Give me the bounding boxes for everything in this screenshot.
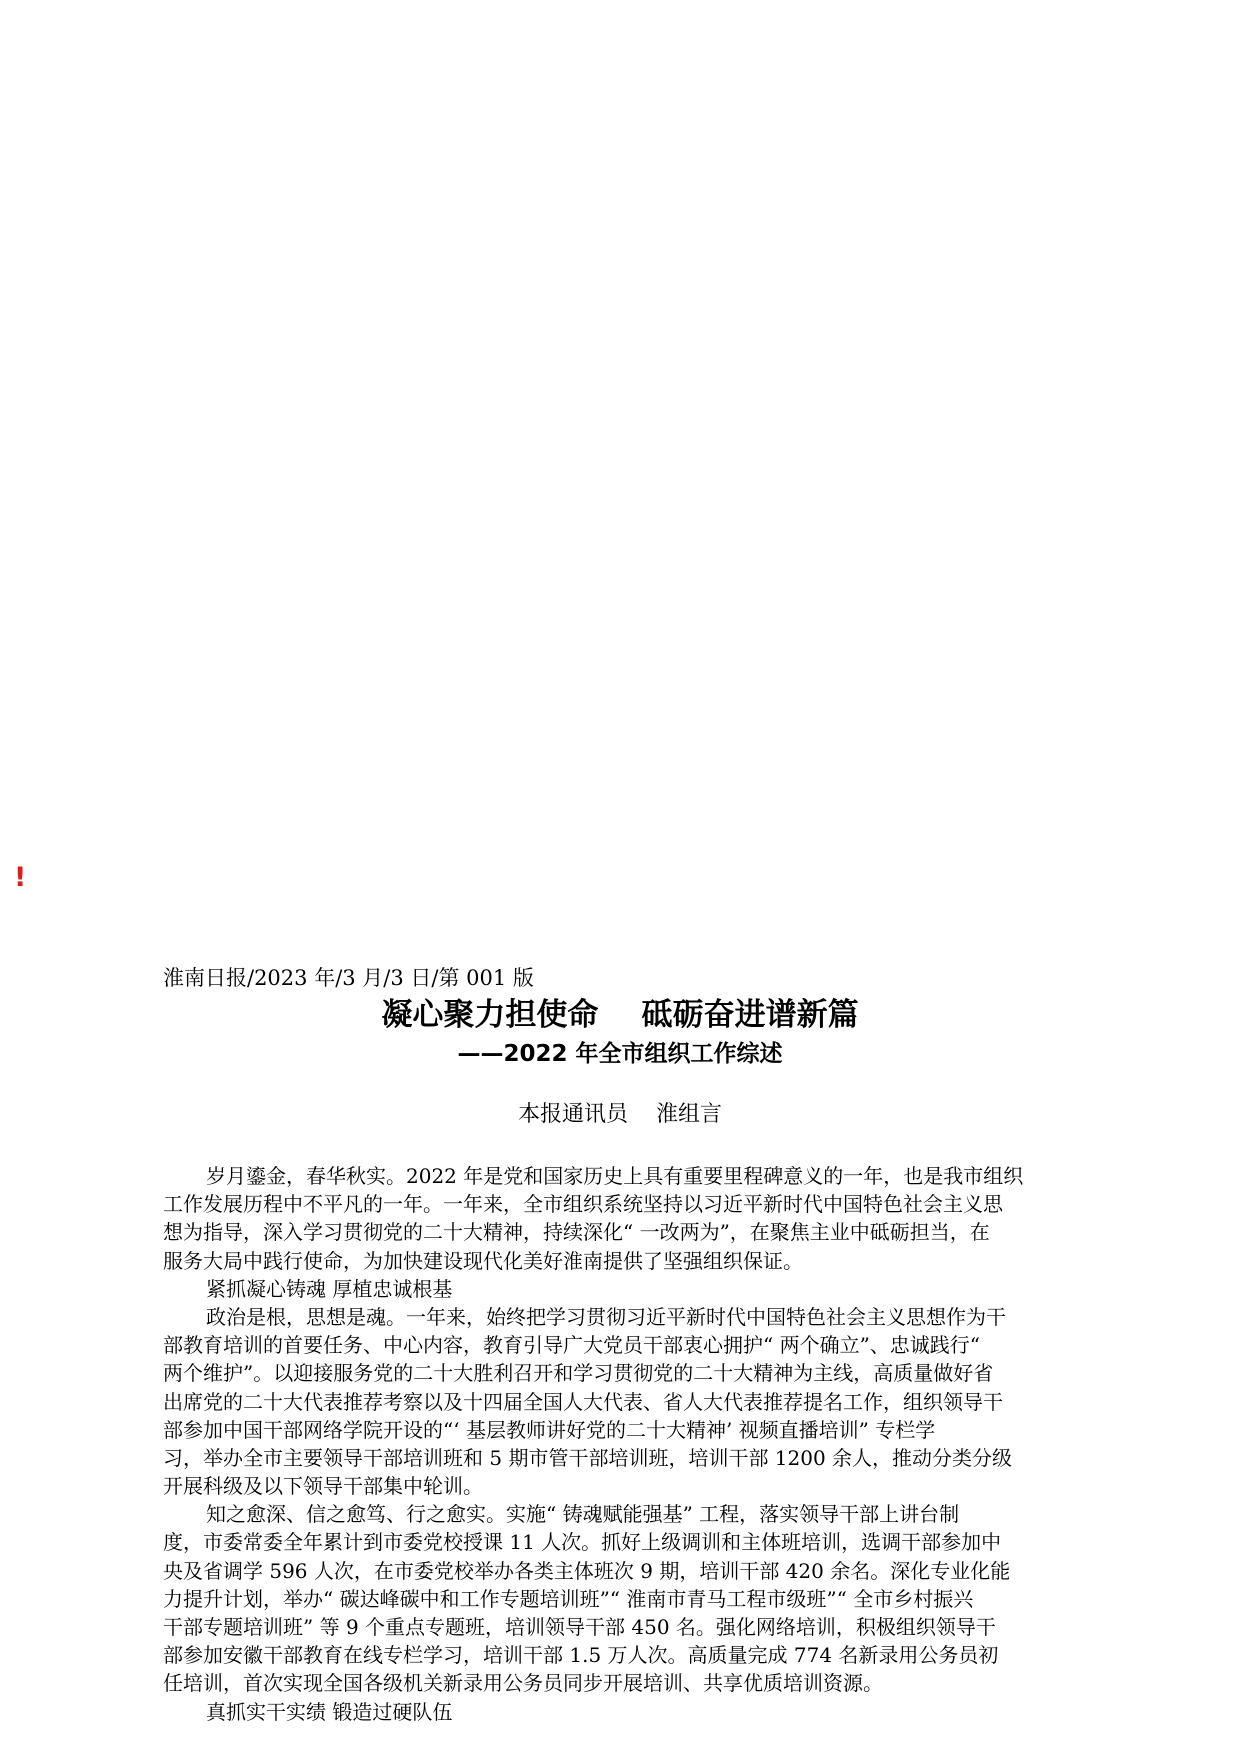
article-subtitle: ——2022 年全市组织工作综述 <box>457 1041 783 1067</box>
byline: 本报通讯员 淮组言 <box>518 1102 722 1127</box>
body-text-line: 政治是根，思想是魂。一年来，始终把学习贯彻习近平新时代中国特色社会主义思想作为干 <box>206 1304 1006 1329</box>
body-text-line: 任培训，首次实现全国各级机关新录用公务员同步开展培训、共享优质培训资源。 <box>163 1671 883 1696</box>
body-text-line: 工作发展历程中不平凡的一年。一年来，全市组织系统坚持以习近平新时代中国特色社会主义思 <box>163 1192 1003 1217</box>
body-text-line: 两个维护”。以迎接服务党的二十大胜利召开和学习贯彻党的二十大精神为主线，高质量做好省 <box>163 1361 994 1386</box>
body-text-line: 力提升计划，举办“ 碳达峰碳中和工作专题培训班”“ 淮南市青马工程市级班”“ 全市乡村振兴 <box>163 1586 974 1611</box>
body-text-line: 服务大局中践行使命，为加快建设现代化美好淮南提供了坚强组织保证。 <box>163 1248 803 1273</box>
dateline: 淮南日报/2023 年/3 月/3 日/第 001 版 <box>163 966 534 990</box>
body-text-line: 部教育培训的首要任务、中心内容，教育引导广大党员干部衷心拥护“ 两个确立”、忠诚践行“ <box>163 1333 981 1358</box>
body-text-line: 开展科级及以下领导干部集中轮训。 <box>163 1474 483 1499</box>
body-text-line: 干部专题培训班” 等 9 个重点专题班，培训领导干部 450 名。强化网络培训，积极组织领导干 <box>163 1615 996 1639</box>
article-body <box>163 1162 1083 1726</box>
section-heading-line: 真抓实干实绩 锻造过硬队伍 <box>206 1699 453 1724</box>
body-text-line: 部参加安徽干部教育在线专栏学习，培训干部 1.5 万人次。高质量完成 774 名新录用公务员初 <box>163 1643 999 1668</box>
body-text-line: 部参加中国干部网络学院开设的“‘ 基层教师讲好党的二十大精神’ 视频直播培训” 专栏学 <box>163 1417 936 1442</box>
article-title: 凝心聚力担使命 砥砺奋进谱新篇 <box>381 997 859 1033</box>
section-heading-line: 紧抓凝心铸魂 厚植忠诚根基 <box>206 1276 453 1301</box>
body-text-line: 想为指导，深入学习贯彻党的二十大精神，持续深化“ 一改两为”，在聚焦主业中砥砺担当，在 <box>163 1220 990 1245</box>
body-text-line: 岁月鎏金，春华秋实。2022 年是党和国家历史上具有重要里程碑意义的一年，也是我市组织 <box>206 1164 1024 1188</box>
body-text-line: 习，举办全市主要领导干部培训班和 5 期市管干部培训班，培训干部 1200 余人，推动分类分级 <box>163 1445 1013 1470</box>
red-exclamation-mark: ! <box>14 862 27 893</box>
body-text-line: 度，市委常委全年累计到市委党校授课 11 人次。抓好上级调训和主体班培训，选调干部参加中 <box>163 1530 1002 1555</box>
body-text-line: 央及省调学 596 人次，在市委党校举办各类主体班次 9 期，培训干部 420 余名。深化专业化能 <box>163 1558 1011 1583</box>
body-text-line: 知之愈深、信之愈笃、行之愈实。实施“ 铸魂赋能强基” 工程，落实领导干部上讲台制 <box>206 1502 960 1527</box>
body-text-line: 出席党的二十大代表推荐考察以及十四届全国人大代表、省人大代表推荐提名工作，组织领导干 <box>163 1389 1003 1414</box>
